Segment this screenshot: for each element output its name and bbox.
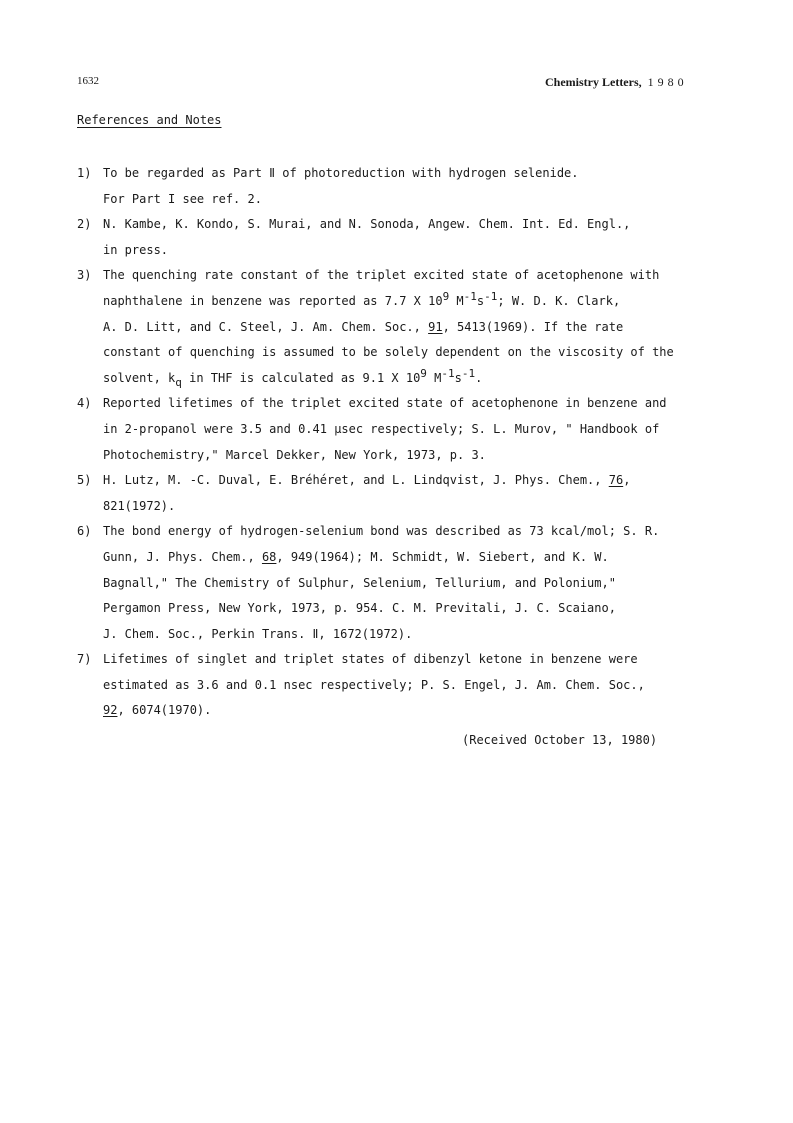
reference-text: in 2-propanol were 3.5 and 0.41 μsec respectively; S. L. Murov, " Handbook of [103, 421, 660, 436]
reference-text: Photochemistry," Marcel Dekker, New York, 1973, p. 3. [103, 447, 486, 462]
journal-year: 1980 [647, 75, 688, 89]
references-list [77, 161, 727, 724]
reference-line [103, 289, 727, 315]
supscript-text: -1 [463, 289, 477, 303]
reference-text: s [454, 370, 462, 385]
reference-text: J. Chem. Soc., Perkin Trans. Ⅱ, 1672(1972). [103, 626, 413, 641]
reference-text: 821(1972). [103, 498, 176, 513]
reference-line [103, 161, 727, 187]
supscript-text: -1 [461, 366, 476, 380]
reference-text: The quenching rate constant of the triplet excited state of acetophenone with [103, 268, 660, 283]
reference-line [103, 417, 727, 443]
reference-line [103, 647, 727, 673]
reference-text: Bagnall," The Chemistry of Sulphur, Selenium, Tellurium, and Polonium," [103, 575, 616, 590]
supscript-text: -1 [484, 289, 498, 303]
subscript-text: q [175, 375, 182, 389]
reference-text: , 5413(1969). If the rate [442, 319, 624, 334]
volume-number: 92 [103, 703, 118, 718]
page-number: 1632 [77, 75, 99, 87]
reference-item [77, 391, 727, 468]
reference-number: 1) [77, 166, 92, 180]
reference-line [103, 187, 727, 213]
reference-text: , 949(1964); M. Schmidt, W. Siebert, and K. W. [276, 549, 609, 564]
reference-line [103, 622, 727, 648]
volume-number: 91 [428, 319, 443, 334]
volume-number: 76 [608, 473, 624, 488]
reference-line [103, 673, 727, 699]
reference-line [103, 519, 727, 545]
reference-line [103, 263, 727, 289]
reference-item [77, 161, 727, 212]
supscript-text: 9 [420, 366, 427, 380]
reference-text: solvent, k [103, 370, 176, 385]
reference-text: M [449, 293, 464, 308]
reference-number: 6) [77, 524, 92, 539]
reference-number: 7) [77, 652, 92, 667]
reference-text: The bond energy of hydrogen-selenium bond was described as 73 kcal/mol; S. R. [103, 524, 660, 539]
reference-text: in press. [103, 242, 169, 257]
reference-text: Gunn, J. Phys. Chem., [103, 549, 262, 564]
reference-line [103, 443, 727, 469]
reference-item [77, 468, 727, 519]
supscript-text: -1 [441, 366, 455, 380]
received-date: (Received October 13, 1980) [462, 733, 658, 747]
reference-text: in THF is calculated as 9.1 X 10 [181, 370, 421, 385]
reference-text: estimated as 3.6 and 0.1 nsec respectively; P. S. Engel, J. Am. Chem. Soc., [103, 677, 645, 692]
reference-line [103, 698, 727, 724]
reference-line [103, 468, 727, 494]
reference-text: A. D. Litt, and C. Steel, J. Am. Chem. Soc., [103, 319, 429, 334]
reference-line [103, 494, 727, 520]
reference-text: Pergamon Press, New York, 1973, p. 954. C. M. Previtali, J. C. Scaiano, [103, 601, 616, 616]
reference-text: . [475, 370, 483, 385]
reference-item [77, 263, 727, 391]
reference-item [77, 212, 727, 263]
reference-text: N. Kambe, K. Kondo, S. Murai, and N. Sonoda, Angew. Chem. Int. Ed. Engl., [103, 217, 631, 232]
reference-text: s [476, 293, 485, 308]
reference-line [103, 545, 727, 571]
reference-text: constant of quenching is assumed to be solely dependent on the viscosity of the [103, 345, 674, 360]
reference-text: M [426, 370, 442, 385]
reference-number: 4) [77, 396, 92, 411]
running-header [545, 75, 688, 90]
reference-line [103, 596, 727, 622]
section-title: References and Notes [77, 113, 222, 127]
reference-line [103, 571, 727, 597]
reference-line [103, 340, 727, 366]
reference-text: To be regarded as Part Ⅱ of photoreduction with hydrogen selenide. [103, 166, 579, 180]
reference-number: 2) [77, 217, 92, 232]
reference-line [103, 391, 727, 417]
reference-text: ; W. D. K. Clark, [497, 293, 621, 308]
reference-text: , 6074(1970). [117, 703, 212, 718]
reference-text: Reported lifetimes of the triplet excited state of acetophenone in benzene and [103, 396, 667, 411]
reference-text: For Part I see ref. 2. [103, 191, 262, 206]
reference-text: Lifetimes of singlet and triplet states of dibenzyl ketone in benzene were [103, 652, 638, 667]
reference-line [103, 315, 727, 341]
reference-number: 5) [77, 473, 92, 488]
reference-item [77, 647, 727, 724]
reference-item [77, 519, 727, 647]
supscript-text: 9 [442, 289, 450, 303]
reference-text: naphthalene in benzene was reported as 7.7 X 10 [103, 293, 443, 308]
reference-number: 3) [77, 268, 92, 283]
reference-line [103, 366, 727, 392]
reference-text: H. Lutz, M. -C. Duval, E. Bréhéret, and L. Lindqvist, J. Phys. Chem., [103, 473, 609, 488]
reference-line [103, 212, 727, 238]
reference-text: , [623, 473, 631, 488]
reference-line [103, 238, 727, 264]
volume-number: 68 [261, 549, 277, 564]
journal-name: Chemistry Letters, [545, 75, 642, 89]
